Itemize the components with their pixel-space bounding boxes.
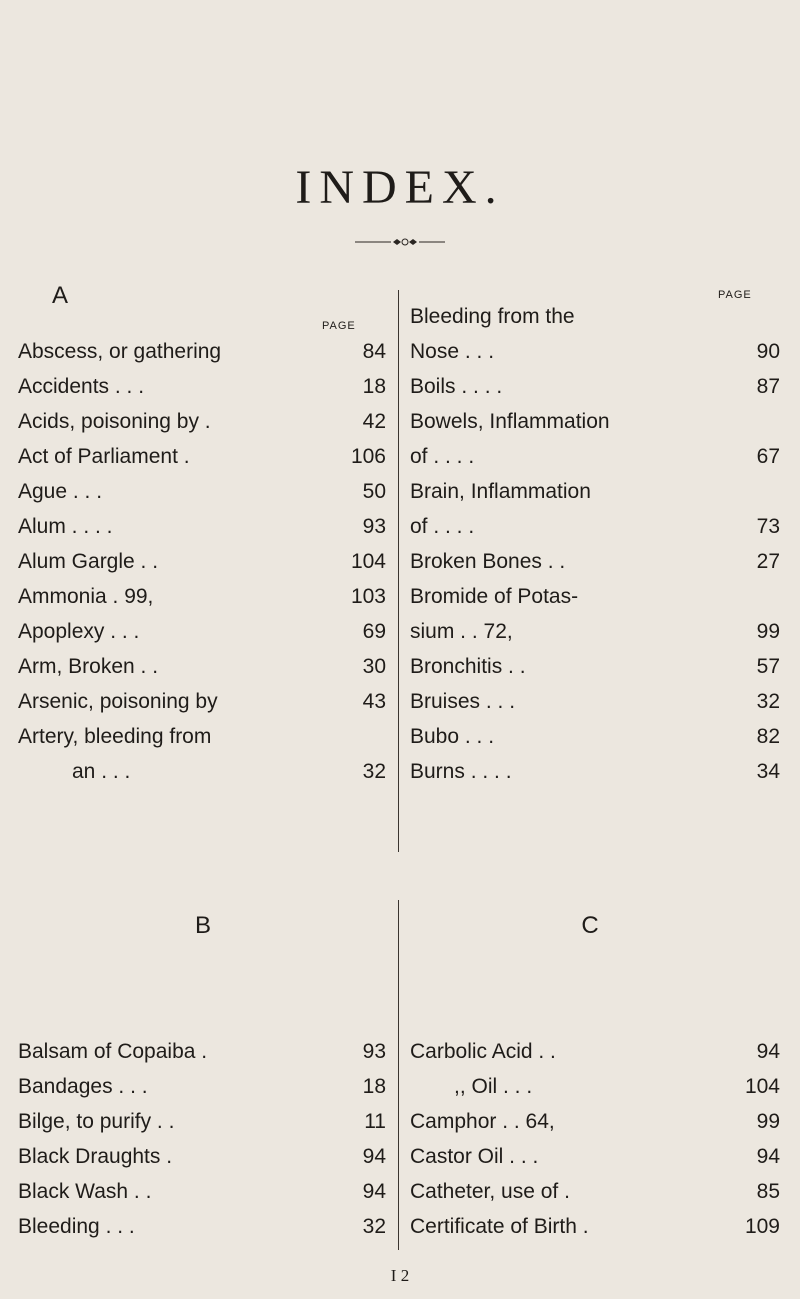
index-entry — [18, 579, 386, 614]
entry-label: Acids, poisoning by . — [18, 410, 211, 433]
entry-page: 109 — [744, 1215, 780, 1238]
entry-label: Ague . . . — [18, 480, 103, 503]
entry-label: Bubo . . . — [410, 725, 495, 748]
index-entry — [410, 614, 780, 649]
index-entry — [410, 474, 780, 509]
entry-page: 94 — [756, 1040, 780, 1063]
entry-page: 34 — [756, 760, 780, 783]
index-entry — [18, 1104, 386, 1139]
index-entry — [18, 544, 386, 579]
entry-page: 18 — [362, 1075, 386, 1098]
entry-label: sium . . 72, — [410, 620, 513, 643]
entry-label: Ammonia . 99, — [18, 585, 154, 608]
entry-label: Nose . . . — [410, 340, 495, 363]
entry-label: Catheter, use of . — [410, 1180, 570, 1203]
entry-label: Arsenic, poisoning by — [18, 690, 218, 713]
entry-page: 82 — [756, 725, 780, 748]
page-header-left: PAGE — [322, 320, 356, 332]
entry-page: 50 — [362, 480, 386, 503]
entry-page: 104 — [350, 550, 386, 573]
index-entry — [18, 719, 386, 754]
column-rule-bottom — [398, 900, 399, 1250]
entry-page: 99 — [756, 1110, 780, 1133]
entry-page: 94 — [362, 1180, 386, 1203]
entry-label: Bilge, to purify . . — [18, 1110, 175, 1133]
entry-label: Alum . . . . — [18, 515, 113, 538]
entry-label: Accidents . . . — [18, 375, 145, 398]
index-entry — [410, 1104, 780, 1139]
entry-label: Alum Gargle . . — [18, 550, 159, 573]
entry-label: Certificate of Birth . — [410, 1215, 589, 1238]
entry-page: 27 — [756, 550, 780, 573]
entry-label: Brain, Inflammation — [410, 480, 591, 503]
index-entry — [410, 754, 780, 789]
index-entry — [410, 334, 780, 369]
entry-label: ,, Oil . . . — [454, 1075, 533, 1098]
entry-page: 73 — [756, 515, 780, 538]
index-entry — [410, 1069, 780, 1104]
column-rule-top — [398, 290, 399, 852]
entry-page: 69 — [362, 620, 386, 643]
index-entry — [18, 1139, 386, 1174]
section-letter-a: A — [51, 282, 68, 309]
entry-label: Bruises . . . — [410, 690, 516, 713]
entry-label: of . . . . — [410, 445, 475, 468]
entry-label: Act of Parliament . — [18, 445, 190, 468]
index-entry — [18, 334, 386, 369]
index-entry — [410, 509, 780, 544]
section-letter-c: C — [581, 912, 599, 939]
entry-label: Apoplexy . . . — [18, 620, 140, 643]
index-entry — [410, 1139, 780, 1174]
index-entry — [410, 649, 780, 684]
index-entry — [18, 1069, 386, 1104]
entry-label: Bowels, Inflammation — [410, 410, 610, 433]
index-entry — [410, 719, 780, 754]
index-entry — [18, 684, 386, 719]
index-entry — [18, 439, 386, 474]
index-entry — [410, 544, 780, 579]
entry-page: 32 — [362, 1215, 386, 1238]
index-entry — [18, 369, 386, 404]
entry-label: Bromide of Potas- — [410, 585, 579, 608]
index-entry — [18, 1174, 386, 1209]
entry-page: 32 — [756, 690, 780, 713]
entry-label: Bleeding from the — [410, 305, 575, 328]
index-entry — [410, 1034, 780, 1069]
index-entry — [410, 1209, 780, 1244]
entry-page: 93 — [362, 515, 386, 538]
entry-page: 103 — [350, 585, 386, 608]
index-entry — [18, 1034, 386, 1069]
page-header-right: PAGE — [718, 289, 752, 301]
index-column-c — [410, 1034, 780, 1244]
index-entry — [18, 614, 386, 649]
index-entry — [18, 474, 386, 509]
entry-page: 67 — [756, 445, 780, 468]
index-entry — [410, 684, 780, 719]
entry-page: 57 — [756, 655, 780, 678]
index-entry — [410, 369, 780, 404]
entry-page: 90 — [756, 340, 780, 363]
entry-label: Castor Oil . . . — [410, 1145, 539, 1168]
entry-label: Boils . . . . — [410, 375, 503, 398]
entry-label: Bandages . . . — [18, 1075, 148, 1098]
entry-page: 93 — [362, 1040, 386, 1063]
index-entry — [410, 404, 780, 439]
title-ornament — [355, 237, 445, 247]
index-entry — [18, 649, 386, 684]
signature-mark: I 2 — [390, 1266, 410, 1285]
entry-label: Burns . . . . — [410, 760, 512, 783]
entry-page: 106 — [350, 445, 386, 468]
entry-label: Arm, Broken . . — [18, 655, 159, 678]
entry-label: of . . . . — [410, 515, 475, 538]
entry-page: 11 — [364, 1110, 386, 1133]
entry-page: 84 — [362, 340, 386, 363]
entry-label: Balsam of Copaiba . — [18, 1040, 208, 1063]
index-entry — [410, 299, 780, 334]
entry-label: an . . . — [72, 760, 131, 783]
entry-label: Bronchitis . . — [410, 655, 526, 678]
entry-label: Abscess, or gathering — [18, 340, 222, 363]
entry-page: 104 — [744, 1075, 780, 1098]
entry-page: 85 — [756, 1180, 780, 1203]
section-letter-b: B — [194, 912, 211, 939]
index-entry — [410, 579, 780, 614]
entry-label: Artery, bleeding from — [18, 725, 212, 748]
entry-page: 87 — [756, 375, 780, 398]
entry-label: Black Draughts . — [18, 1145, 173, 1168]
entry-label: Camphor . . 64, — [410, 1110, 555, 1133]
page-title: INDEX. — [295, 161, 505, 214]
index-entry — [18, 509, 386, 544]
entry-page: 32 — [362, 760, 386, 783]
entry-label: Carbolic Acid . . — [410, 1040, 556, 1063]
index-entry — [410, 439, 780, 474]
entry-page: 94 — [756, 1145, 780, 1168]
entry-page: 99 — [756, 620, 780, 643]
entry-page: 18 — [362, 375, 386, 398]
index-entry — [410, 1174, 780, 1209]
entry-label: Bleeding . . . — [18, 1215, 135, 1238]
index-entry — [18, 404, 386, 439]
entry-page: 43 — [362, 690, 386, 713]
entry-label: Black Wash . . — [18, 1180, 152, 1203]
index-column-a-right — [410, 299, 780, 789]
index-column-a-left — [18, 334, 386, 789]
entry-label: Broken Bones . . — [410, 550, 566, 573]
entry-page: 42 — [362, 410, 386, 433]
index-entry — [18, 1209, 386, 1244]
entry-page: 94 — [362, 1145, 386, 1168]
entry-page: 30 — [362, 655, 386, 678]
index-entry — [18, 754, 386, 789]
index-column-b — [18, 1034, 386, 1244]
